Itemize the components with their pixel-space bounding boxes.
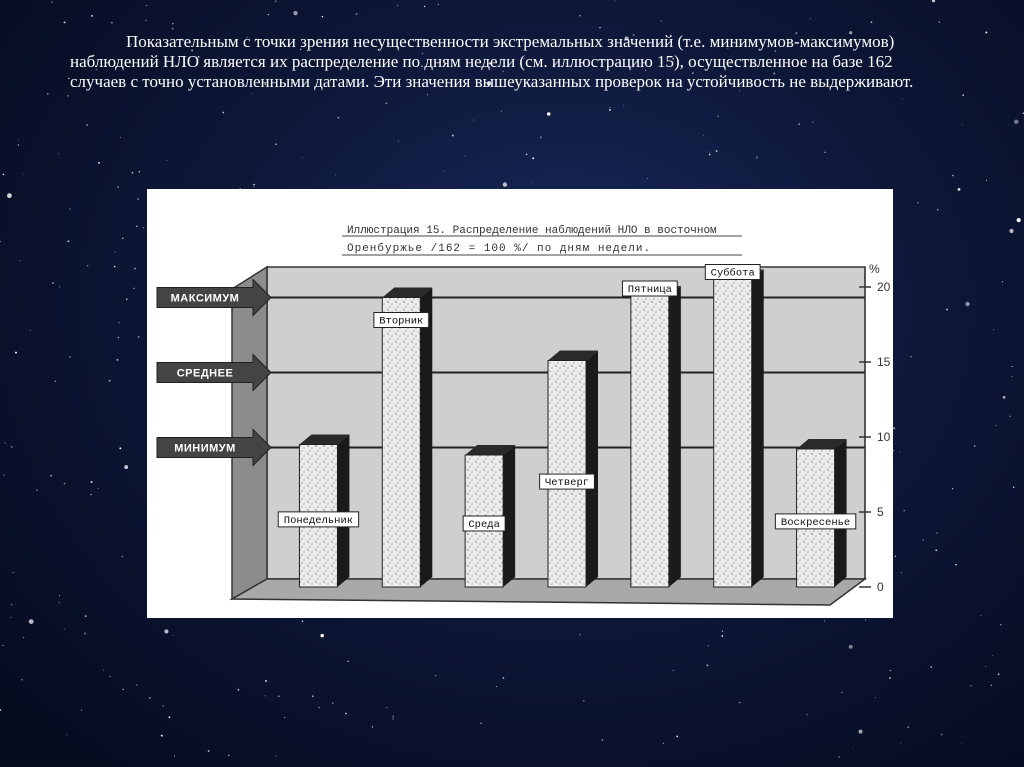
star	[20, 260, 21, 261]
star	[268, 14, 269, 15]
star	[859, 730, 863, 734]
star	[756, 156, 758, 158]
star	[392, 718, 394, 720]
star	[810, 18, 811, 19]
star	[133, 288, 135, 290]
star	[503, 182, 507, 186]
y-tick-label: 10	[877, 430, 891, 444]
star	[149, 697, 151, 699]
star	[98, 488, 99, 489]
star	[332, 703, 333, 704]
star	[372, 726, 373, 727]
star	[136, 226, 137, 227]
star	[50, 475, 52, 477]
star	[114, 266, 116, 268]
star	[119, 322, 120, 323]
star	[480, 723, 481, 724]
bar-label: Воскресенье	[780, 516, 851, 529]
reference-arrow	[157, 430, 271, 466]
star	[98, 162, 100, 164]
star	[980, 615, 981, 616]
star	[435, 675, 436, 676]
star	[998, 673, 1000, 675]
bar	[540, 351, 598, 588]
star	[547, 112, 551, 116]
star	[59, 595, 60, 596]
star	[812, 122, 813, 123]
bar	[374, 288, 432, 588]
bar-side	[752, 270, 764, 588]
star	[526, 154, 527, 155]
bar-chart	[147, 189, 893, 618]
star	[1003, 396, 1006, 399]
star	[87, 265, 89, 267]
star	[115, 251, 116, 252]
star	[932, 0, 935, 2]
star	[58, 153, 59, 154]
star	[661, 20, 662, 21]
star	[841, 692, 843, 694]
star	[923, 539, 924, 540]
star	[985, 32, 987, 34]
star	[347, 661, 349, 663]
star	[278, 695, 280, 697]
star	[444, 171, 445, 172]
reference-label: МИНИМУМ	[174, 442, 236, 455]
star	[29, 619, 34, 624]
star	[676, 736, 678, 738]
star	[614, 0, 615, 1]
bar-label: Вторник	[379, 315, 424, 328]
star	[935, 549, 937, 551]
y-unit-label: %	[869, 262, 880, 276]
star	[59, 602, 60, 603]
star	[452, 135, 454, 137]
star	[946, 309, 948, 311]
star	[985, 666, 986, 667]
star	[18, 144, 19, 145]
star	[602, 739, 604, 741]
bar-front	[382, 298, 420, 588]
star	[293, 11, 297, 15]
star	[853, 747, 854, 748]
bar-label: Понедельник	[283, 514, 354, 527]
star	[962, 94, 964, 96]
star	[623, 105, 624, 106]
chart-figure	[147, 189, 893, 618]
star	[1013, 486, 1014, 487]
star	[958, 188, 961, 191]
star	[222, 112, 224, 114]
star	[838, 756, 839, 757]
star	[18, 140, 19, 141]
star	[722, 631, 723, 632]
star	[889, 677, 891, 679]
reference-label: СРЕДНЕЕ	[176, 367, 234, 380]
star	[172, 28, 174, 30]
star	[85, 615, 87, 617]
star	[609, 107, 610, 108]
star	[893, 427, 895, 429]
star	[1000, 624, 1001, 625]
star	[501, 111, 502, 112]
star	[398, 141, 399, 142]
star	[21, 679, 23, 681]
star	[253, 186, 254, 187]
star	[739, 702, 741, 704]
chart-title-line2: Оренбуржье /162 = 100 %/ по дням недели.	[347, 243, 652, 255]
star	[970, 685, 971, 686]
star	[11, 617, 12, 618]
star	[163, 705, 164, 706]
star	[952, 488, 953, 489]
star	[1009, 415, 1011, 417]
star	[139, 171, 141, 173]
star	[709, 152, 710, 153]
star	[84, 633, 86, 635]
star	[265, 695, 266, 696]
bar-side	[420, 288, 432, 588]
star	[1002, 281, 1003, 282]
star	[579, 15, 580, 16]
bar-front	[714, 280, 752, 588]
star	[51, 1, 53, 3]
star	[118, 337, 119, 338]
star	[132, 172, 134, 174]
star	[164, 629, 168, 633]
star	[917, 202, 919, 204]
star	[392, 715, 394, 717]
star	[992, 655, 993, 656]
star	[117, 186, 118, 187]
star	[386, 707, 387, 708]
star	[55, 381, 56, 382]
star	[173, 635, 174, 636]
star	[110, 676, 111, 677]
star	[397, 5, 398, 6]
star	[3, 645, 4, 646]
star	[986, 180, 987, 181]
reference-arrow	[157, 355, 271, 391]
star	[974, 445, 975, 446]
star	[251, 93, 252, 94]
chart-title-line1: Иллюстрация 15. Распределение наблюдений НЛО в восточном	[347, 225, 717, 237]
star	[716, 150, 718, 152]
star	[907, 726, 909, 728]
star	[36, 489, 38, 491]
star	[161, 735, 163, 737]
star	[52, 282, 54, 284]
star	[386, 102, 388, 104]
star	[138, 336, 140, 338]
star	[91, 481, 93, 483]
star	[275, 0, 277, 2]
star	[146, 5, 147, 6]
reference-label: МАКСИМУМ	[170, 292, 240, 305]
bar-side	[835, 439, 847, 587]
star	[961, 124, 962, 125]
star	[111, 22, 112, 23]
star	[865, 619, 866, 620]
star	[3, 174, 5, 176]
star	[824, 620, 825, 621]
star	[47, 93, 48, 94]
star	[473, 120, 474, 121]
star	[276, 755, 277, 756]
star	[1014, 119, 1019, 124]
star	[427, 94, 428, 95]
star	[910, 356, 911, 357]
star	[318, 707, 319, 708]
star	[465, 155, 466, 156]
star	[806, 714, 807, 715]
star	[238, 689, 240, 691]
star	[302, 157, 303, 158]
star	[120, 137, 121, 138]
star	[64, 483, 66, 485]
star	[23, 637, 24, 638]
star	[937, 209, 938, 210]
star	[871, 21, 873, 23]
bar-label: Пятница	[627, 284, 672, 296]
star	[503, 677, 505, 679]
star	[30, 330, 31, 331]
bar-label: Среда	[468, 519, 500, 531]
star	[993, 329, 994, 330]
star	[849, 645, 853, 649]
star	[69, 208, 71, 210]
star	[709, 154, 711, 156]
star	[11, 446, 12, 447]
star	[81, 710, 82, 711]
body-paragraph: Показательным с точки зрения несущественности экстремальных значений (т.е. минимумов-максимумов) наблюдений НЛО является их распределение по дням недели (см. иллюстрацию 15), осуществленное на базе 162 случаев с точно установленными датами. Эти значения вышеуказанных проверок на устойчивость не выдерживают.	[70, 32, 914, 91]
bar-label: Четверг	[544, 477, 590, 490]
star	[532, 157, 534, 159]
star	[59, 287, 60, 288]
y-tick-label: 15	[877, 355, 891, 369]
star	[23, 173, 24, 174]
star	[208, 750, 210, 752]
star	[647, 178, 648, 179]
bar-side	[586, 351, 598, 588]
star	[900, 743, 901, 744]
y-tick-label: 0	[877, 580, 884, 594]
star	[265, 680, 267, 682]
star	[64, 21, 66, 23]
star	[901, 572, 902, 573]
star	[67, 95, 68, 96]
star	[703, 135, 704, 136]
star	[66, 734, 67, 735]
star	[312, 695, 314, 697]
star	[174, 755, 175, 756]
y-tick-label: 20	[877, 280, 891, 294]
star	[11, 604, 12, 605]
star	[991, 684, 993, 686]
star	[579, 634, 580, 635]
star	[122, 556, 123, 557]
bar	[622, 281, 680, 587]
star	[895, 556, 896, 557]
reference-arrow	[157, 280, 271, 316]
star	[122, 238, 124, 240]
star	[706, 664, 708, 666]
star	[137, 198, 139, 200]
star	[123, 689, 124, 690]
star	[0, 241, 1, 242]
star	[540, 136, 542, 138]
star	[955, 564, 956, 565]
star	[1017, 218, 1021, 222]
star	[939, 21, 941, 23]
bar	[705, 265, 763, 588]
star	[67, 240, 69, 242]
bar	[463, 445, 515, 587]
star	[284, 717, 285, 718]
star	[3, 475, 4, 476]
star	[320, 634, 323, 637]
star	[496, 686, 497, 687]
star	[996, 425, 997, 426]
star	[134, 268, 136, 270]
star	[13, 572, 14, 573]
star	[166, 160, 167, 161]
star	[15, 352, 17, 354]
star	[663, 743, 664, 744]
star	[116, 359, 118, 361]
star	[1011, 376, 1012, 377]
star	[965, 302, 969, 306]
star	[90, 494, 91, 495]
star	[228, 755, 230, 757]
star	[717, 115, 719, 117]
star	[338, 117, 339, 118]
star	[438, 4, 439, 5]
star	[322, 16, 323, 17]
star	[961, 743, 962, 744]
star	[69, 356, 71, 358]
star	[890, 670, 892, 672]
star	[253, 184, 255, 186]
star	[7, 193, 12, 198]
star	[900, 452, 901, 453]
star	[673, 670, 674, 671]
star	[708, 645, 709, 646]
star	[0, 709, 1, 711]
star	[172, 23, 173, 24]
star	[875, 697, 876, 698]
star	[824, 152, 825, 153]
star	[145, 20, 147, 22]
star	[356, 13, 358, 15]
star	[952, 175, 954, 177]
bar-front	[631, 296, 669, 587]
bar-side	[337, 435, 349, 588]
star	[124, 465, 128, 469]
y-tick-label: 5	[877, 505, 884, 519]
chart-left-wall	[232, 267, 267, 599]
star	[609, 109, 611, 111]
bar-side	[669, 286, 681, 587]
star	[721, 635, 723, 637]
star	[119, 447, 121, 449]
star	[424, 6, 425, 7]
star	[1009, 229, 1013, 233]
star	[5, 443, 6, 444]
star	[86, 124, 87, 125]
star	[302, 620, 303, 621]
star	[799, 123, 800, 124]
star	[126, 299, 127, 300]
star	[930, 666, 932, 668]
star	[335, 174, 336, 175]
star	[109, 380, 111, 382]
star	[136, 684, 137, 685]
star	[345, 713, 347, 715]
star	[64, 629, 65, 630]
star	[532, 183, 533, 184]
star	[91, 15, 93, 17]
star	[103, 670, 104, 671]
bar-label: Суббота	[710, 267, 755, 280]
star	[275, 144, 276, 145]
star	[599, 27, 601, 29]
star	[169, 716, 171, 718]
star	[936, 532, 938, 534]
star	[583, 700, 585, 702]
star	[941, 734, 943, 736]
star	[904, 510, 905, 511]
star	[902, 99, 903, 100]
star	[143, 227, 144, 228]
star	[1012, 366, 1013, 367]
